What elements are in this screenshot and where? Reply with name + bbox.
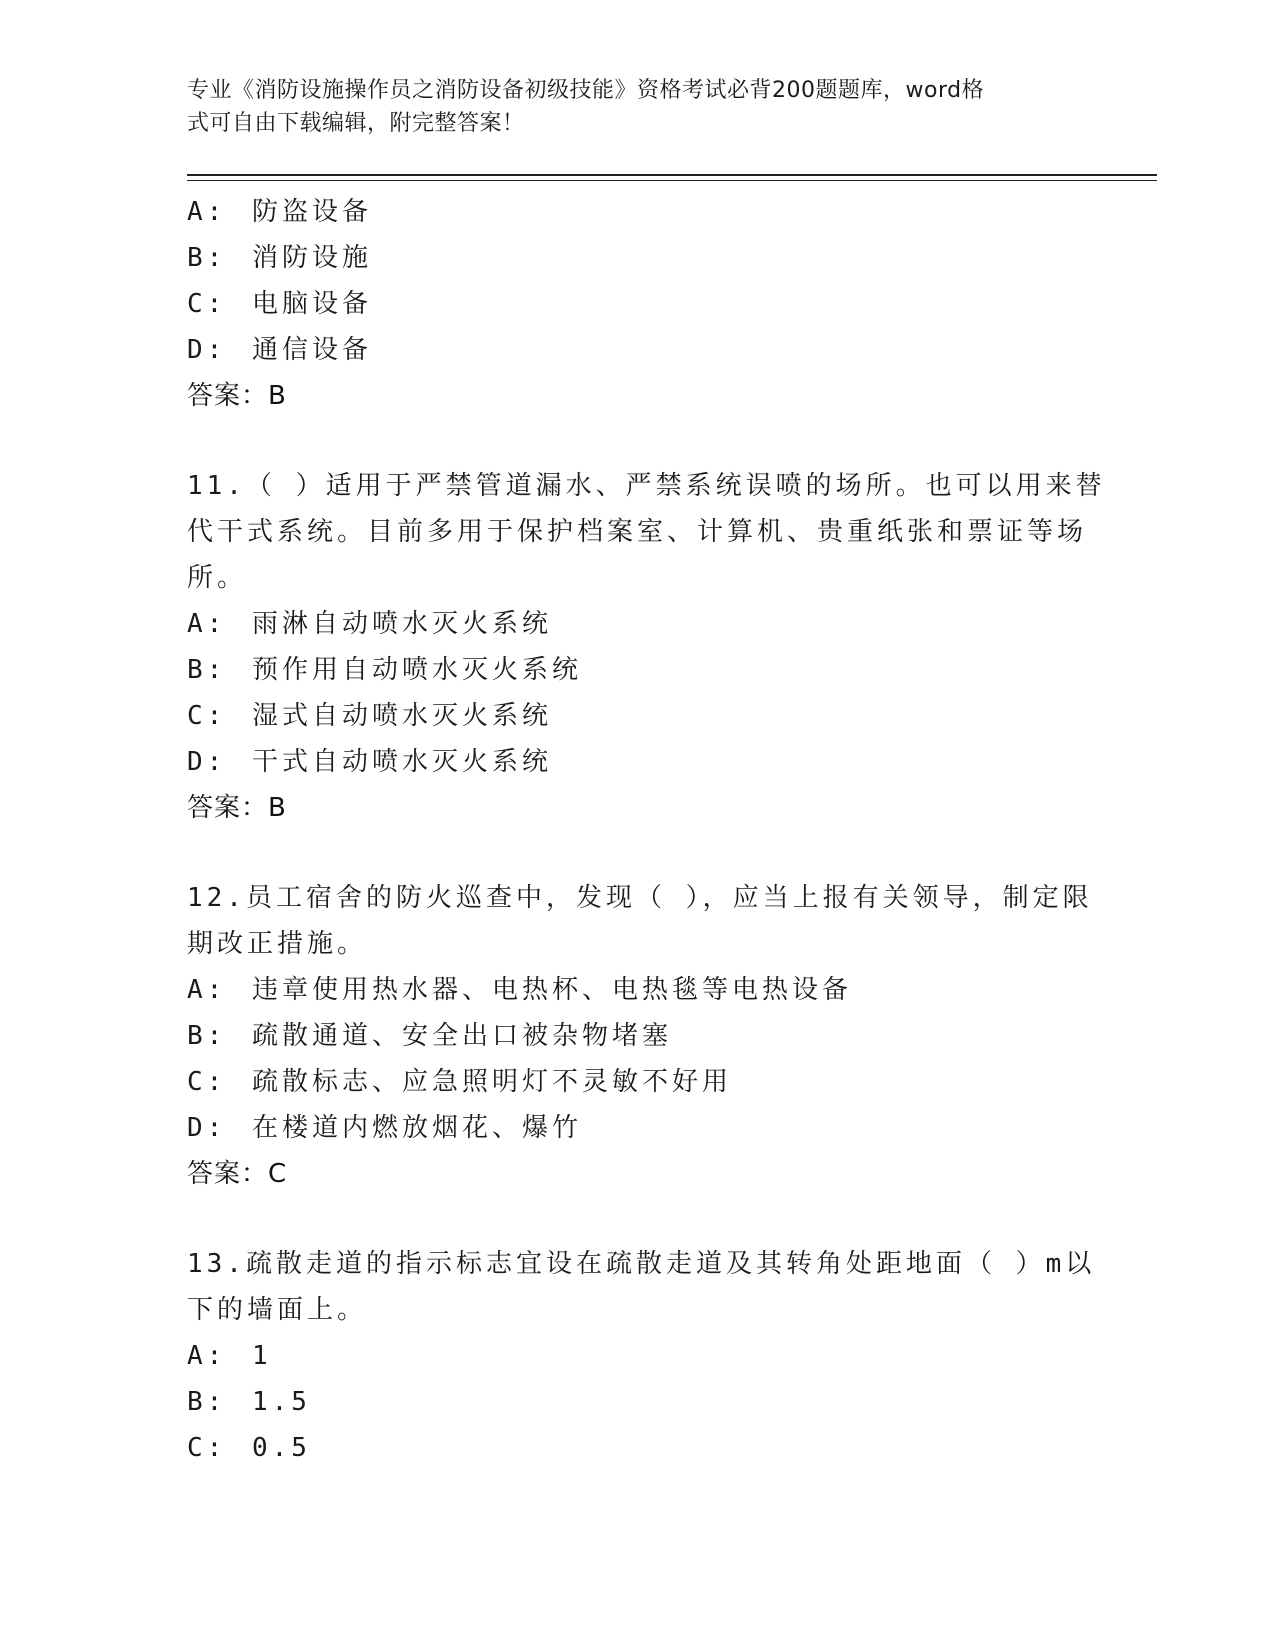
question-text-line: 代干式系统。目前多用于保护档案室、计算机、贵重纸张和票证等场 xyxy=(187,517,1088,547)
answer-line: 答案：B xyxy=(187,793,287,823)
question-10 xyxy=(187,189,1087,419)
question-text-line: 12.员工宿舍的防火巡查中，发现（ ），应当上报有关领导，制定限 xyxy=(187,883,1093,913)
option-label: B: xyxy=(187,243,227,273)
option-text: 雨淋自动喷水灭火系统 xyxy=(251,609,552,639)
option-text: 在楼道内燃放烟花、爆竹 xyxy=(251,1113,582,1143)
header-divider-thin xyxy=(187,180,1157,181)
question-11 xyxy=(187,463,1106,831)
option-label: D: xyxy=(187,335,227,365)
option-text: 0.5 xyxy=(251,1433,311,1463)
option-label: B: xyxy=(187,1021,227,1051)
option-text: 防盗设备 xyxy=(251,197,372,227)
option-text: 消防设施 xyxy=(251,243,372,273)
option-text: 违章使用热水器、电热杯、电热毯等电热设备 xyxy=(251,975,852,1005)
option-c xyxy=(187,281,1087,327)
header-line-1: 专业《消防设施操作员之消防设备初级技能》资格考试必背200题题库，word格 xyxy=(187,78,985,103)
option-b xyxy=(187,1013,1087,1059)
option-a xyxy=(187,967,1087,1013)
option-label: A: xyxy=(187,609,227,639)
option-a xyxy=(187,189,1087,235)
option-c xyxy=(187,693,1087,739)
option-label: C: xyxy=(187,1067,227,1097)
option-label: A: xyxy=(187,197,227,227)
header-divider-thick xyxy=(187,174,1157,176)
option-text: 1 xyxy=(251,1341,272,1371)
option-text: 湿式自动喷水灭火系统 xyxy=(251,701,552,731)
option-d xyxy=(187,1105,1087,1151)
option-d xyxy=(187,327,1087,373)
option-text: 疏散标志、应急照明灯不灵敏不好用 xyxy=(251,1067,732,1097)
option-text: 1.5 xyxy=(251,1387,311,1417)
option-a xyxy=(187,1333,1087,1379)
question-list xyxy=(187,189,1106,1471)
option-b xyxy=(187,235,1087,281)
option-a xyxy=(187,601,1087,647)
option-c xyxy=(187,1059,1087,1105)
option-text: 通信设备 xyxy=(251,335,372,365)
document-header xyxy=(187,74,1067,140)
option-label: B: xyxy=(187,655,227,685)
option-text: 干式自动喷水灭火系统 xyxy=(251,747,552,777)
option-label: A: xyxy=(187,1341,227,1371)
option-text: 电脑设备 xyxy=(251,289,372,319)
option-label: C: xyxy=(187,701,227,731)
option-label: B: xyxy=(187,1387,227,1417)
question-text-line: 下的墙面上。 xyxy=(187,1295,368,1325)
spacer xyxy=(187,1197,1087,1241)
option-label: A: xyxy=(187,975,227,1005)
option-d xyxy=(187,739,1087,785)
option-label: C: xyxy=(187,1433,227,1463)
option-b xyxy=(187,647,1087,693)
option-text: 预作用自动喷水灭火系统 xyxy=(251,655,582,685)
option-c xyxy=(187,1425,1087,1471)
option-text: 疏散通道、安全出口被杂物堵塞 xyxy=(251,1021,672,1051)
option-label: C: xyxy=(187,289,227,319)
option-label: D: xyxy=(187,1113,227,1143)
question-text-line: 所。 xyxy=(187,563,248,593)
question-13 xyxy=(187,1241,1096,1471)
answer-line: 答案：B xyxy=(187,381,287,411)
option-label: D: xyxy=(187,747,227,777)
question-text-line: 11.（ ）适用于严禁管道漏水、严禁系统误喷的场所。也可以用来替 xyxy=(187,471,1106,501)
spacer xyxy=(187,831,1087,875)
question-12 xyxy=(187,875,1093,1197)
question-text-line: 期改正措施。 xyxy=(187,929,368,959)
option-b xyxy=(187,1379,1087,1425)
spacer xyxy=(187,419,1087,463)
header-line-2: 式可自由下载编辑，附完整答案！ xyxy=(187,111,525,136)
question-text-line: 13.疏散走道的指示标志宜设在疏散走道及其转角处距地面（ ）m以 xyxy=(187,1249,1096,1279)
answer-line: 答案：C xyxy=(187,1159,288,1189)
